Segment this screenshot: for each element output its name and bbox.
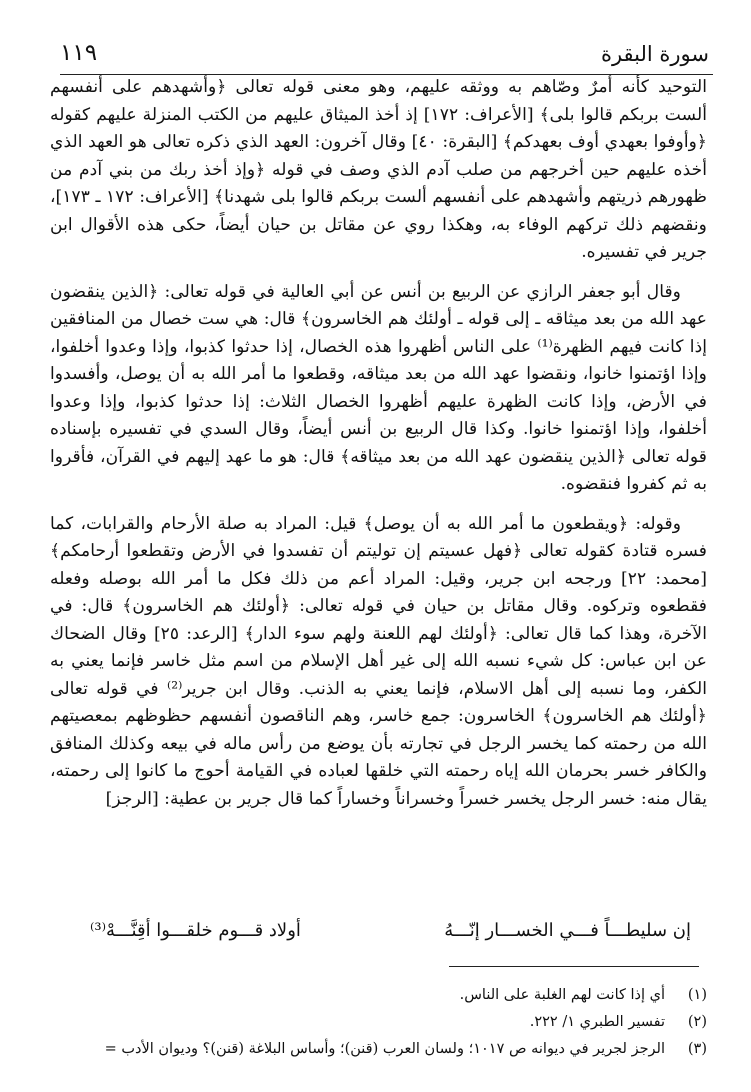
- poem-second-hemistich: أولاد قـــوم خلقـــوا أقِنَّـــهْ⁽³⁾: [90, 920, 301, 941]
- footnote: [40, 1009, 707, 1036]
- footnote-text: تفسير الطبري ١/ ٢٢٢.: [529, 1014, 665, 1030]
- paragraph-1: التوحيد كأنه أمرٌ وصّاهم به ووثقه عليهم، وهو معنى قوله تعالى ﴿وأشهدهم على أنفسهم ألست بربكم قالوا بلى﴾ [الأعراف: ١٧٢] إذ أخذ الميثاق عليهم من الكتب المنزلة عليهم كقوله ﴿وأوفوا بعهدي أوف بعهدكم﴾ [البقرة: ٤٠] وقال آخرون: العهد الذي ذكره تعالى هو العهد الذي أخذه عليهم حين أخرجهم من صلب آدم الذي وصف في قوله ﴿وإذ أخذ ربك من بني آدم من ظهورهم ذريتهم وأشهدهم على أنفسهم ألست بربكم قالوا بلى شهدنا﴾ [الأعراف: ١٧٢ ـ ١٧٣]، ونقضهم ذلك تركهم الوفاء به، وهكذا روي عن مقاتل بن حيان أيضاً، حكى هذه الأقوال ابن جرير في تفسيره.: [50, 77, 708, 262]
- main-text: [50, 74, 707, 825]
- footnote: [40, 1036, 707, 1063]
- footnote-text: الرجز لجرير في ديوانه ص ١٠١٧؛ ولسان العرب (قنن)؛ وأساس البلاغة (قنن)؟ وديوان الأدب =: [104, 1041, 665, 1057]
- paragraph-2: وقال أبو جعفر الرازي عن الربيع بن أنس عن أبي العالية في قوله تعالى: ﴿الذين ينقضون عهد الله من بعد ميثاقه ـ إلى قوله ـ أولئك هم الخاسرون﴾ قال: هي ست خصال من المنافقين إذا كانت فيهم الظهرة⁽¹⁾ على الناس أظهروا هذه الخصال، إذا حدثوا كذبوا، وإذا وعدوا أخلفوا، وإذا اؤتمنوا خانوا، ونقضوا عهد الله من بعد ميثاقه، وقطعوا ما أمر الله به أن يوصل، وأفسدوا في الأرض، وإذا كانت الظهرة عليهم أظهروا الخصال الثلاث: إذا حدثوا كذبوا، وإذا وعدوا أخلفوا، وإذا اؤتمنوا خانوا. وكذا قال الربيع بن أنس أيضاً، وقال السدي في تفسيره بإسناده قوله تعالى ﴿الذين ينقضون عهد الله من بعد ميثاقه﴾ قال: هو ما عهد إليهم في القرآن، فأقروا به ثم كفروا فنقضوه.: [50, 281, 708, 494]
- poem-first-hemistich: إن سليطـــاً فـــي الخســـار إنّـــهُ: [444, 920, 691, 941]
- page-header: [60, 40, 713, 75]
- footnote-number: (١): [687, 987, 707, 1003]
- footnote-divider: [449, 966, 699, 967]
- footnote-text: أي إذا كانت لهم الغلبة على الناس.: [459, 987, 665, 1003]
- footnotes: [40, 982, 707, 1063]
- surah-title: سورة البقرة: [600, 42, 709, 66]
- footnote-number: (٣): [687, 1041, 707, 1057]
- footnote-number: (٢): [687, 1014, 707, 1030]
- poem-verse: [90, 920, 691, 941]
- paragraph-3: وقوله: ﴿ويقطعون ما أمر الله به أن يوصل﴾ قيل: المراد به صلة الأرحام والقرابات، كما فسره قتادة كقوله تعالى ﴿فهل عسيتم إن توليتم أن تفسدوا في الأرض وتقطعوا أرحامكم﴾ [محمد: ٢٢] ورجحه ابن جرير، وقيل: المراد أعم من ذلك فكل ما أمر الله بوصله وفعله فقطعوه وتركوه. وقال مقاتل بن حيان في قوله تعالى: ﴿أولئك هم الخاسرون﴾ قال: في الآخرة، وهذا كما قال تعالى: ﴿أولئك لهم اللعنة ولهم سوء الدار﴾ [الرعد: ٢٥] وقال الضحاك عن ابن عباس: كل شيء نسبه الله إلى غير أهل الإسلام من اسم مثل خاسر فإنما يعني به الكفر، وما نسبه إلى أهل الاسلام، فإنما يعني به الذنب. وقال ابن جرير⁽²⁾ في قوله تعالى ﴿أولئك هم الخاسرون﴾ الخاسرون: جمع خاسر، وهم الناقصون أنفسهم حظوظهم بمعصيتهم الله من رحمته كما يخسر الرجل في تجارته بأن يوضع من رأس ماله في بيعه وكذلك المنافق والكافر خسر بحرمان الله إياه رحمته التي خلقها لعباده في القيامة أحوج ما كانوا إلى رحمته، يقال منه: خسر الرجل يخسر خسراً وخسراناً وخساراً كما قال جرير بن عطية: [الرجز]: [50, 513, 707, 809]
- page-number: ١١٩: [60, 40, 98, 66]
- footnote: [40, 982, 707, 1009]
